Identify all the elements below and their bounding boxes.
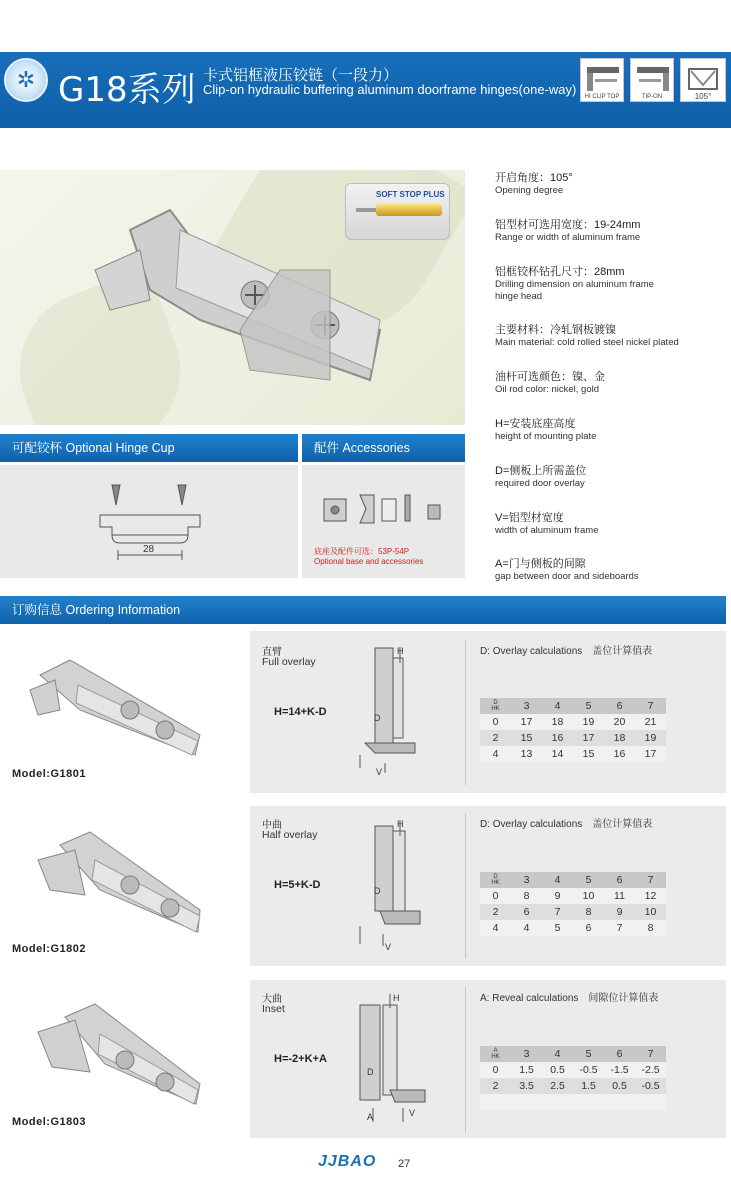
soft-stop-label: SOFT STOP PLUS	[376, 190, 445, 199]
spec-item: V=铝型材宽度 width of aluminum frame	[495, 512, 599, 536]
feature-label: HI CLIP TOP	[584, 94, 620, 100]
model-label: Model:G1801	[12, 768, 86, 780]
type-en: Full overlay	[262, 656, 316, 668]
accessories-header: 配件 Accessories	[302, 434, 465, 462]
diagram-label: V	[409, 1108, 416, 1118]
table-row: 0 8 9 10 11 12	[480, 888, 666, 904]
formula: H=5+K-D	[274, 879, 321, 891]
brand-emblem-icon: ✲	[4, 58, 48, 102]
accessories-drawing	[302, 465, 465, 545]
accessories-panel	[302, 465, 465, 578]
cup-dimension: 28	[143, 544, 155, 555]
accessories-note-cn: 底座及配件可选：53P-54P	[314, 547, 410, 556]
diagram-label: D	[374, 886, 381, 896]
page-number: 27	[398, 1158, 411, 1170]
type-en: Half overlay	[262, 829, 318, 841]
piston-rod	[356, 208, 378, 212]
diagram-label: D	[367, 1067, 374, 1077]
table-row: 2 6 7 8 9 10	[480, 904, 666, 920]
type-en: Inset	[262, 1003, 285, 1015]
table-row: 0 1.5 0.5 -0.5 -1.5 -2.5	[480, 1062, 666, 1078]
feature-label: TIP-ON	[641, 94, 663, 100]
ordering-header: 订购信息 Ordering Information	[0, 596, 726, 624]
table-row	[480, 1094, 666, 1110]
diagram-label: H	[393, 993, 400, 1003]
overlay-table: D HK 3 4 5 6 7 0 8 9 10 11 12 2 6 7 8 9 10 4 4 5 6 7 8	[480, 872, 666, 936]
hinge-cup-panel	[0, 465, 298, 578]
full-overlay-diagram	[355, 643, 435, 783]
spec-item: D=侧板上所需盖位 required door overlay	[495, 465, 587, 489]
table-row: 0 17 18 19 20 21	[480, 714, 666, 730]
calc-title: D: Overlay calculations 盖位计算值表	[480, 819, 653, 830]
type-cn: 大曲	[262, 994, 282, 1005]
diagram-label: A	[367, 1112, 374, 1122]
series-title: G18系列	[58, 70, 196, 110]
piston-icon	[376, 204, 442, 216]
calc-title: D: Overlay calculations 盖位计算值表	[480, 646, 653, 657]
table-row: 2 3.5 2.5 1.5 0.5 -0.5	[480, 1078, 666, 1094]
table-row: 2 15 16 17 18 19	[480, 730, 666, 746]
subtitle-en: Clip-on hydraulic buffering aluminum doorframe hinges(one-way)	[203, 82, 577, 97]
diagram-label: V	[376, 767, 383, 777]
spec-item: 油杆可选颜色：镍、金 Oil rod color: nickel, gold	[495, 371, 605, 395]
formula: H=14+K-D	[274, 706, 327, 718]
diagram-label: D	[374, 713, 381, 723]
spec-item: 铝框铰杯钻孔尺寸：28mm Drilling dimension on aluminum frame hinge head	[495, 266, 654, 302]
type-cn: 直臂	[262, 647, 282, 658]
spec-item: 铝型材可选用宽度：19-24mm Range or width of aluminum frame	[495, 219, 641, 243]
model-g1802-image	[20, 820, 210, 940]
table-row: 4 4 5 6 7 8	[480, 920, 666, 936]
table-row: 4 13 14 15 16 17	[480, 746, 666, 762]
diagram-label: V	[385, 942, 392, 952]
subtitle-cn: 卡式铝框液压铰链（一段力）	[203, 67, 399, 84]
model-g1803-image	[20, 992, 210, 1112]
calc-title: A: Reveal calculations 间隙位计算值表	[480, 993, 659, 1004]
model-label: Model:G1802	[12, 943, 86, 955]
diagram-label: H	[397, 646, 404, 656]
hinge-cup-header: 可配铰杯 Optional Hinge Cup	[0, 434, 298, 462]
spec-item: 主要材料：冷轧钢板镀镍 Main material: cold rolled steel nickel plated	[495, 324, 679, 348]
model-g1801-image	[20, 645, 210, 765]
header-top-strip	[0, 0, 731, 52]
accessories-note-en: Optional base and accessories	[314, 557, 424, 566]
footer-brand-logo: JJBAO	[318, 1153, 377, 1170]
spec-item: 开启角度：105° Opening degree	[495, 172, 573, 196]
model-label: Model:G1803	[12, 1116, 86, 1128]
type-cn: 中曲	[262, 820, 282, 831]
soft-stop-badge	[345, 183, 450, 240]
overlay-table: D HK 3 4 5 6 7 0 17 18 19 20 21 2 15 16 17 18 19 4 13 14 15 16 17	[480, 698, 666, 762]
inset-diagram	[355, 990, 435, 1130]
reveal-table: A HK 3 4 5 6 7 0 1.5 0.5 -0.5 -1.5 -2.5 2 3.5 2.5 1.5 0.5 -0.5	[480, 1046, 666, 1110]
formula: H=-2+K+A	[274, 1053, 327, 1065]
half-overlay-diagram	[355, 816, 435, 956]
hinge-cup-drawing	[0, 465, 298, 578]
spec-item: H=安装底座高度 height of mounting plate	[495, 418, 597, 442]
spec-item: A=门与侧板的间隙 gap between door and sideboards	[495, 558, 639, 582]
feature-label: 105°	[694, 92, 712, 101]
diagram-label: H	[397, 819, 404, 829]
